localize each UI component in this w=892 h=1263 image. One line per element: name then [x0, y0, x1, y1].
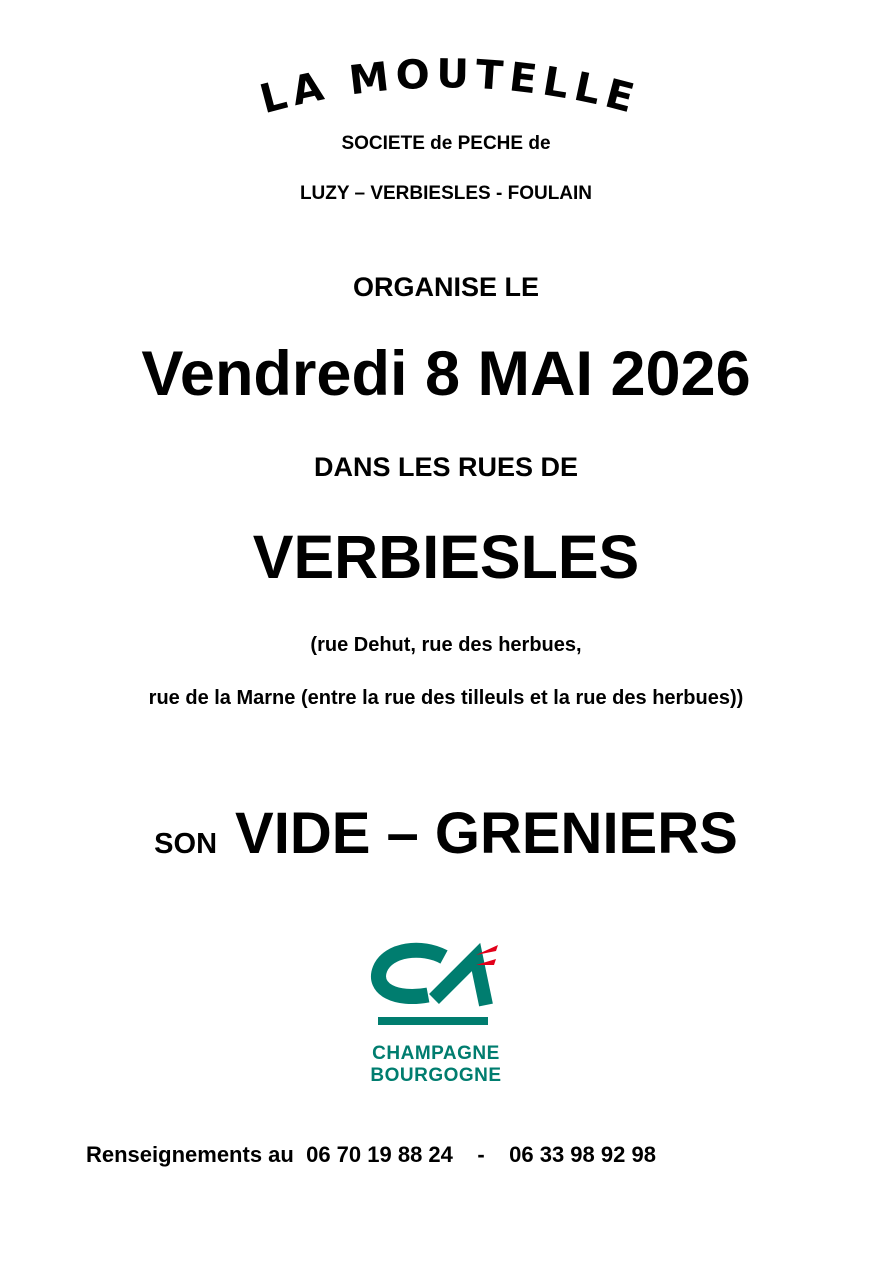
- towns-line: LUZY – VERBIESLES - FOULAIN: [299, 183, 593, 204]
- location-intro: DANS LES RUES DE: [313, 452, 579, 482]
- society-line: SOCIETE de PECHE de: [341, 133, 551, 154]
- phone-number-1: 06 70 19 88 24: [306, 1142, 453, 1167]
- event-name: VIDE – GRENIERS: [235, 801, 738, 866]
- brand-line-1: CHAMPAGNE: [372, 1043, 500, 1064]
- streets-line-1: (rue Dehut, rue des herbues,: [310, 634, 582, 656]
- city-name: VERBIESLES: [252, 523, 640, 591]
- son-label: SON: [154, 828, 218, 860]
- event-name-line: [0, 800, 892, 867]
- contact-label: Renseignements au: [86, 1142, 294, 1167]
- credit-agricole-logo-icon: [336, 935, 536, 1035]
- phone-number-2: 06 33 98 92 98: [509, 1142, 656, 1167]
- streets-line-2: rue de la Marne (entre la rue des tilleuls et la rue des herbues)): [148, 687, 744, 709]
- event-date: Vendredi 8 MAI 2026: [141, 339, 751, 409]
- organise-label: ORGANISE LE: [352, 272, 540, 302]
- phone-separator: -: [477, 1142, 485, 1167]
- contact-line: [86, 1142, 656, 1168]
- brand-line-2: BOURGOGNE: [370, 1065, 502, 1086]
- svg-text:LA MOUTELLE: LA MOUTELLE: [255, 51, 645, 124]
